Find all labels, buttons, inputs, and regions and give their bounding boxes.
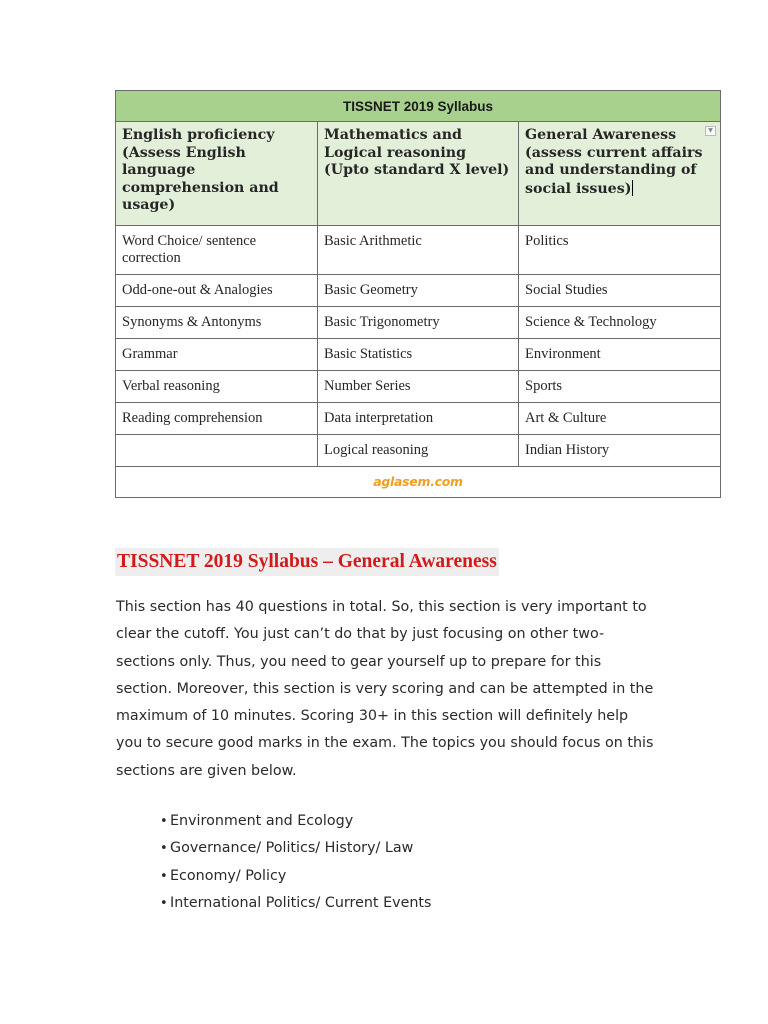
topic-label: International Politics/ Current Events bbox=[170, 894, 432, 911]
table-cell: Basic Trigonometry bbox=[318, 307, 519, 339]
table-cell: Grammar bbox=[116, 339, 318, 371]
bullet-icon: • bbox=[160, 841, 168, 857]
table-row bbox=[116, 435, 721, 467]
table-cell: Logical reasoning bbox=[318, 435, 519, 467]
list-item bbox=[160, 835, 432, 862]
table-cell: Environment bbox=[519, 339, 721, 371]
aglasem-watermark: aglasem.com bbox=[373, 474, 463, 489]
table-cell: Basic Arithmetic bbox=[318, 226, 519, 275]
table-cell: Science & Technology bbox=[519, 307, 721, 339]
header-math-label: Mathematics and Logical reasoning (Upto standard X level) bbox=[324, 127, 510, 178]
dropdown-marker-icon[interactable]: ▼ bbox=[705, 126, 716, 136]
topic-label: Economy/ Policy bbox=[170, 867, 287, 884]
table-cell: Basic Geometry bbox=[318, 275, 519, 307]
bullet-icon: • bbox=[160, 895, 168, 911]
table-cell: Sports bbox=[519, 371, 721, 403]
table-row bbox=[116, 403, 721, 435]
table-cell: Social Studies bbox=[519, 275, 721, 307]
topic-list bbox=[160, 808, 432, 917]
header-general[interactable] bbox=[519, 122, 721, 226]
table-footer bbox=[116, 467, 721, 498]
table-cell: Synonyms & Antonyms bbox=[116, 307, 318, 339]
table-title: TISSNET 2019 Syllabus bbox=[116, 91, 721, 122]
section-heading: TISSNET 2019 Syllabus – General Awareness bbox=[115, 548, 499, 576]
table-row bbox=[116, 307, 721, 339]
table-cell: Verbal reasoning bbox=[116, 371, 318, 403]
table-cell: Indian History bbox=[519, 435, 721, 467]
header-english-label: English proficiency (Assess English language comprehension and usage) bbox=[122, 127, 279, 213]
table-cell: Odd-one-out & Analogies bbox=[116, 275, 318, 307]
section-paragraph: This section has 40 questions in total. So, this section is very important to clear the cutoff. You just can’t do that by just focusing on other two-sections only. Thus, you need to gear yourself up to prepare for this section. Moreover, this section is very scoring and can be attempted in the maximum of 10 minutes. Scoring 30+ in this section will definitely help you to secure good marks in the exam. The topics you should focus on this sections are given below. bbox=[116, 599, 654, 779]
table-row bbox=[116, 275, 721, 307]
bullet-icon: • bbox=[160, 868, 168, 884]
table-cell: Word Choice/ sentence correction bbox=[116, 226, 318, 275]
table-cell: Reading comprehension bbox=[116, 403, 318, 435]
table-cell: Data interpretation bbox=[318, 403, 519, 435]
table-row bbox=[116, 339, 721, 371]
table-cell bbox=[116, 435, 318, 467]
table-row bbox=[116, 226, 721, 275]
topic-label: Governance/ Politics/ History/ Law bbox=[170, 840, 414, 857]
syllabus-table bbox=[115, 90, 721, 498]
header-english bbox=[116, 122, 318, 226]
list-item bbox=[160, 890, 432, 917]
topic-label: Environment and Ecology bbox=[170, 813, 354, 829]
table-cell: Basic Statistics bbox=[318, 339, 519, 371]
table-row bbox=[116, 371, 721, 403]
table-cell: Politics bbox=[519, 226, 721, 275]
text-cursor bbox=[632, 180, 633, 196]
header-math bbox=[318, 122, 519, 226]
header-general-label: General Awareness (assess current affairs and understanding of social issues) bbox=[525, 127, 703, 197]
bullet-icon: • bbox=[160, 814, 168, 829]
table-cell: Art & Culture bbox=[519, 403, 721, 435]
list-item bbox=[160, 863, 432, 890]
table-cell: Number Series bbox=[318, 371, 519, 403]
list-item bbox=[160, 808, 432, 835]
